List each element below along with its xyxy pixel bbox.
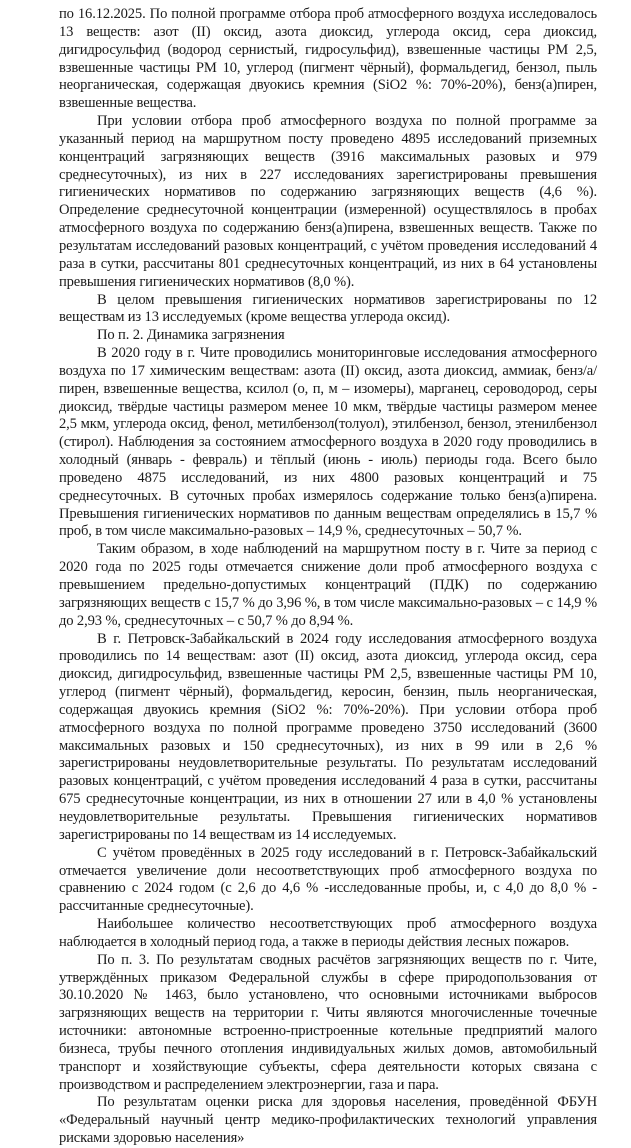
paragraph-petrovsk-2025: С учётом проведённых в 2025 году исследований в г. Петровск-Забайкальский отмечается увеличение доли несоответствующих проб атмосферного воздуха по сравнению с 2024 годом (с 2,6 до 4,6 % -исследованные пробы, и, с 4,0 до 8,0 % - рассчитанные среднесуточные). xyxy=(59,844,597,915)
paragraph-exceedances-summary: В целом превышения гигиенических нормативов зарегистрированы по 12 веществам из 13 исследуемых (кроме вещества углерода оксид). xyxy=(59,291,597,326)
document-page xyxy=(59,6,597,1148)
paragraph-petrovsk-2024: В г. Петровск-Забайкальский в 2024 году исследования атмосферного воздуха проводились по 14 веществам: азот (II) оксид, азота диоксид, углерода оксид, сера диоксид, дигидросульфид, взвешенные частицы РМ 2,5, взвешенные частицы РМ 10, углерод (пигмент чёрный), формальдегид, керосин, бензин, пыль неорганическая, содержащая двуокись кремния (SiO2 %: 70%-20%). При условии отбора проб атмосферного воздуха по полной программе проведено 3750 исследований (3600 максимальных разовых и 150 среднесуточных), из них в 99 или в 2,6 % зарегистрированы неудовлетворительные результаты. По результатам исследований разовых концентраций, с учётом проведения исследований 4 раза в сутки, рассчитаны 675 среднесуточные концентрации, из них в отношении 27 или в 4,0 % установлены неудовлетворительные результаты. Превышения гигиенических нормативов зарегистрированы по 14 веществам из 14 исследуемых. xyxy=(59,630,597,843)
paragraph-substances-list: по 16.12.2025. По полной программе отбора проб атмосферного воздуха исследовалось 13 веществ: азот (II) оксид, азота диоксид, углерода оксид, сера диоксид, дигидросульфид (водород сернистый, гидросульфид), взвешенные частицы РМ 2,5, взвешенные частицы РМ 10, углерод (пигмент чёрный), формальдегид, бензол, пыль неорганическая, содержащая двуокись кремния (SiO2 %: 70%-20%), бенз(а)пирен, взвешенные вещества. xyxy=(59,6,597,112)
paragraph-cold-period: Наибольшее количество несоответствующих проб атмосферного воздуха наблюдается в холодный период года, а также в периоды действия лесных пожаров. xyxy=(59,916,597,950)
paragraph-full-program-results: При условии отбора проб атмосферного воздуха по полной программе за указанный период на маршрутном посту проведено 4895 исследований приземных концентраций загрязняющих веществ (3916 максимальных разовых и 979 среднесуточных), из них в 227 исследованиях зарегистрированы превышения гигиенических нормативов по содержанию загрязняющих веществ (4,6 %). Определение среднесуточной концентрации (измеренной) осуществлялось в пробах атмосферного воздуха по содержанию бенз(а)пирена, взвешенных веществ. Также по результатам исследований разовых концентраций, с учётом проведения исследований 4 раза в сутки, рассчитаны 801 среднесуточных концентраций, из них в 64 установлены превышения гигиенических нормативов (8,0 %). xyxy=(59,113,597,290)
paragraph-emission-sources: По п. 3. По результатам сводных расчётов загрязняющих веществ по г. Чите, утверждённых приказом Федеральной службы в сфере природопользования от 30.10.2020 № 1463, было установлено, что основными источниками выбросов загрязняющих веществ на территории г. Читы являются многочисленные точечные источники: автономные встроенно-пристроенные котельные предприятий малого бизнеса, трубы печного отопления индивидуальных жилых домов, автомобильный транспорт и хозяйствующие субъекты, сфера деятельности которых связана с производством и распределением электроэнергии, газа и пара. xyxy=(59,951,597,1093)
paragraph-chita-conclusion: Таким образом, в ходе наблюдений на маршрутном посту в г. Чите за период с 2020 года по 2025 годы отмечается снижение доли проб атмосферного воздуха с превышением предельно-допустимых концентраций (ПДК) по содержанию загрязняющих веществ с 15,7 % до 3,96 %, в том числе максимально-разовых – с 14,9 % до 2,93 %, среднесуточных – с 50,7 % до 8,94 %. xyxy=(59,541,597,629)
paragraph-risk-assessment: По результатам оценки риска для здоровья населения, проведённой ФБУН «Федеральный научный центр медико-профилактических технологий управления рисками здоровью населения» xyxy=(59,1094,597,1147)
paragraph-chita-2020: В 2020 году в г. Чите проводились мониторинговые исследования атмосферного воздуха по 17 химическим веществам: азота (II) оксид, азота диоксид, аммиак, бенз/а/пирен, взвешенные вещества, ксилол (о, п, м – изомеры), марганец, сероводород, серы диоксид, твёрдые частицы размером менее 10 мкм, твёрдые частицы размером менее 2,5 мкм, углерода оксид, фенол, метилбензол(толуол), этилбензол, бензол, этенилбензол (стирол). Наблюдения за состоянием атмосферного воздуха в 2020 году проводились в холодный (январь - февраль) и тёплый (июнь - июль) периоды года. Всего было проведено 4875 исследований, из них 4800 разовых концентраций и 75 среднесуточных. В суточных пробах измерялось содержание только бенз(а)пирена. Превышения гигиенических нормативов по данным веществам определялись в 15,7 % проб, в том числе максимально-разовых – 14,9 %, среднесуточных – 50,7 %. xyxy=(59,345,597,540)
section-heading-dynamics: По п. 2. Динамика загрязнения xyxy=(97,327,285,344)
